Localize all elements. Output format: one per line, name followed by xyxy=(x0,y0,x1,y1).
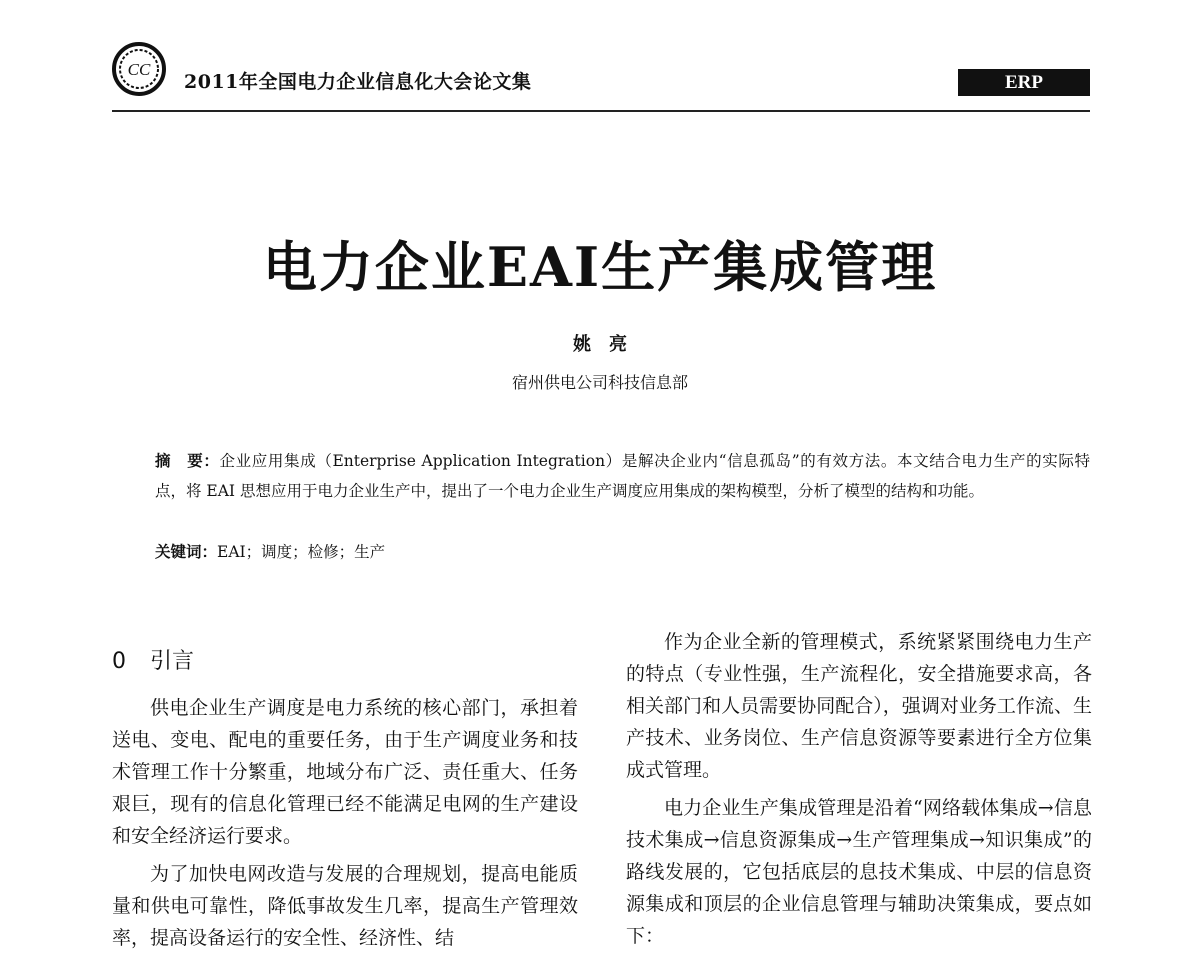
body-paragraph: 为了加快电网改造与发展的合理规划，提高电能质量和供电可靠性，降低事故发生几率，提高生产管理效率，提高设备运行的安全性、经济性、结 xyxy=(112,863,578,949)
body-paragraph: 供电企业生产调度是电力系统的核心部门，承担着送电、变电、配电的重要任务，由于生产调度业务和技术管理工作十分繁重，地域分布广泛、责任重大、任务艰巨，现有的信息化管理已经不能满足电网的生产建设和安全经济运行要求。 xyxy=(112,697,578,847)
left-column xyxy=(112,646,578,960)
page-header xyxy=(112,38,1090,112)
keywords-text: EAI；调度；检修；生产 xyxy=(217,543,386,561)
keywords-label: 关键词： xyxy=(155,542,218,561)
section-number: 0 xyxy=(112,649,126,674)
body-paragraph: 作为企业全新的管理模式，系统紧紧围绕电力生产的特点（专业性强，生产流程化，安全措施要求高，各相关部门和人员需要协同配合），强调对业务工作流、生产技术、业务岗位、生产信息资源等要素进行全方位集成式管理。 xyxy=(626,631,1092,781)
right-column xyxy=(626,626,1092,958)
svg-text:CC: CC xyxy=(127,60,151,79)
body-paragraph: 电力企业生产集成管理是沿着“网络载体集成→信息技术集成→信息资源集成→生产管理集成→知识集成”的路线发展的，它包括底层的息技术集成、中层的信息资源集成和顶层的企业信息管理与辅助决策集成，要点如下： xyxy=(626,797,1092,947)
section-tag: ERP xyxy=(958,69,1090,96)
author-affiliation: 宿州供电公司科技信息部 xyxy=(511,373,688,392)
author-name: 姚亮 xyxy=(573,334,645,355)
abstract-label: 摘 要： xyxy=(155,451,220,470)
journal-title: 2011年全国电力企业信息化大会论文集 xyxy=(184,71,532,93)
section-title: 引言 xyxy=(150,649,195,674)
conference-logo-icon xyxy=(112,42,166,96)
section-heading xyxy=(112,646,578,678)
abstract-text: 企业应用集成（Enterprise Application Integration）是解决企业内“信息孤岛”的有效方法。本文结合电力生产的实际特点，将 EAI 思想应用于电力企业生产中，提出了一个电力企业生产调度应用集成的架构模型，分析了模型的结构和功能。 xyxy=(155,452,1090,500)
abstract xyxy=(155,446,1090,506)
keywords xyxy=(155,540,1090,564)
paper-title: 电力企业EAI生产集成管理 xyxy=(262,235,938,299)
